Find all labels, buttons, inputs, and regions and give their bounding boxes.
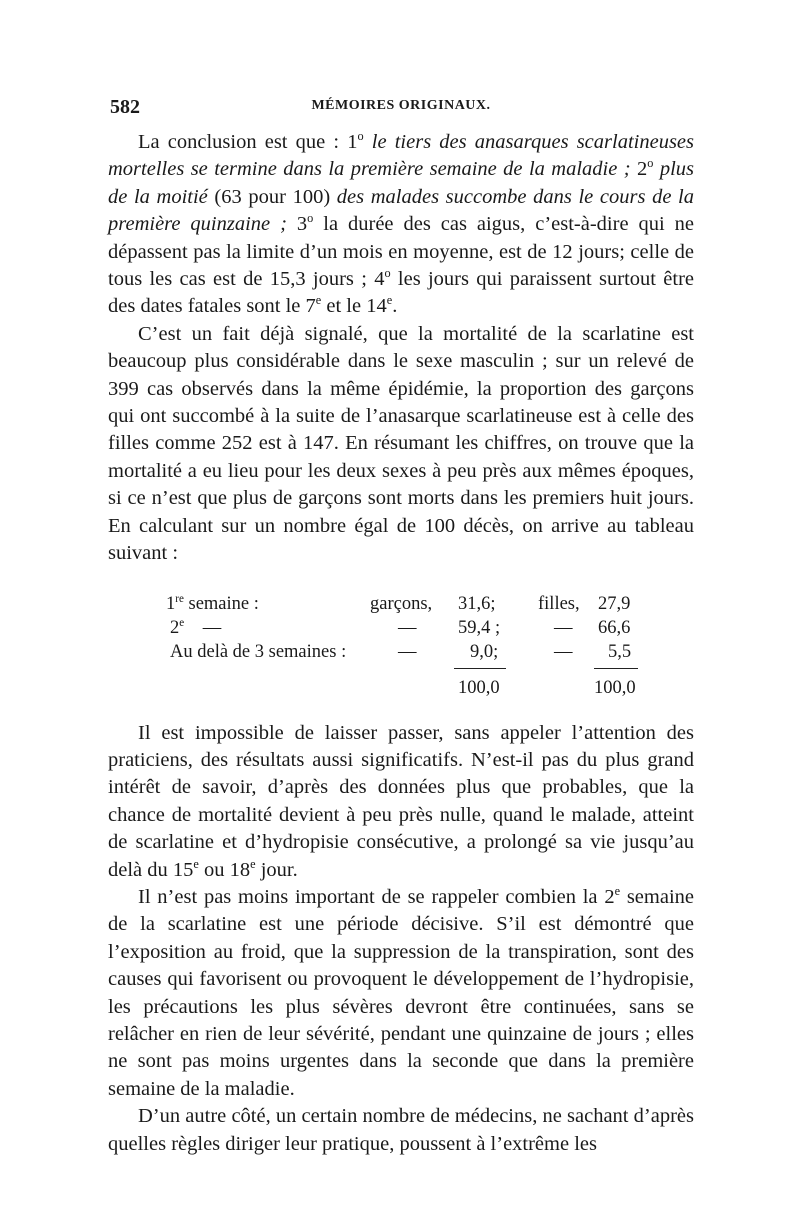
- paragraph-significance: [108, 720, 694, 884]
- paragraph-second-week: [108, 884, 694, 1103]
- superscript: o: [307, 211, 314, 226]
- text-run: jour.: [255, 858, 298, 881]
- superscript: re: [175, 592, 184, 605]
- text-run: 2: [637, 158, 648, 181]
- italic-run: plus de la moitié: [108, 158, 694, 208]
- table-girls-label: —: [554, 641, 573, 662]
- table-girls-value: 66,6: [598, 617, 631, 638]
- superscript: o: [647, 156, 654, 171]
- sum-rule: [594, 668, 638, 669]
- table-boys-label: —: [398, 641, 417, 662]
- superscript: o: [357, 129, 364, 144]
- table-row-label: [166, 594, 259, 615]
- text-run: et le 14: [321, 295, 387, 318]
- table-boys-value: 31,6;: [458, 593, 496, 614]
- superscript: e: [315, 293, 322, 308]
- paragraph-mortality-sex: C’est un fait déjà signalé, que la mortalité de la scarlatine est beaucoup plus considérable dans le sexe masculin ; sur un relevé de 399 cas observés dans la même épidémie, la proportion des garçons qui ont succombé à la suite de l’anasarque scarlatineuse est à celle des filles comme 252 est à 147. En résumant les chiffres, on trouve que la mortalité a eu lieu pour les deux sexes à peu près aux mêmes époques, si ce n’est que plus de garçons sont morts dans les premiers huit jours. En calculant sur un nombre égal de 100 décès, on arrive au tableau suivant :: [108, 322, 694, 565]
- text-run: 2: [170, 617, 180, 638]
- italic-run: des malades succombe dans le cours de la première quinzaine ;: [108, 185, 695, 236]
- italic-run: le tiers des anasarques scarlatineuses mortelles se termine dans la première semaine de la maladie ;: [108, 131, 694, 181]
- text-run: semaine :: [183, 593, 259, 614]
- text-run: (63 pour 100): [207, 185, 337, 208]
- document-page: [108, 92, 694, 1158]
- superscript: e: [614, 884, 621, 899]
- table-boys-label: —: [398, 617, 417, 638]
- superscript: e: [250, 856, 256, 871]
- mortality-table: [108, 590, 694, 702]
- text-run: La conclusion est que : 1: [138, 131, 358, 153]
- table-boys-value: 9,0;: [470, 641, 499, 662]
- table-boys-value: 59,4 ;: [458, 617, 501, 638]
- superscript: e: [193, 856, 199, 871]
- table-girls-label: filles,: [538, 593, 580, 614]
- superscript: e: [386, 293, 393, 308]
- paragraph-physicians: D’un autre côté, un certain nombre de médecins, ne sachant d’après quelles règles diriger leur pratique, poussent à l’extrême les: [108, 1105, 694, 1155]
- table-row-label: Au delà de 3 semaines :: [170, 641, 347, 662]
- text-run: Il est impossible de laisser passer, sans appeler l’attention des praticiens, des résultats aussi significatifs. N’est-il pas du plus grand intérêt de savoir, d’après des données plus que probables, que la chance de mortalité devient à peu près nulle, quand le malade, atteint de scarlatine et d’hydropisie consécutive, a prolongé sa vie jusqu’au delà du 15: [108, 721, 694, 881]
- table-row-label: [170, 618, 221, 639]
- text-run: ou 18: [198, 858, 251, 881]
- paragraph-conclusion: [108, 129, 694, 321]
- text-run: Il n’est pas moins important de se rappeler combien la 2: [138, 885, 615, 908]
- sum-rule: [454, 668, 506, 669]
- text-run: 1: [166, 593, 176, 614]
- superscript: e: [179, 616, 185, 629]
- text-run: la durée des cas aigus, c’est-à-dire qui ne dépassent pas la limite d’un mois en moyenne, est de 12 jours; celle de tous les cas est de 15,3 jours ; 4: [108, 213, 694, 291]
- text-run: .: [392, 295, 398, 318]
- table-girls-label: —: [554, 617, 573, 638]
- running-title: MÉMOIRES ORIGINAUX.: [311, 98, 491, 113]
- running-header: [108, 92, 694, 118]
- text-run: —: [184, 617, 222, 638]
- table-girls-value: 27,9: [598, 593, 631, 614]
- table-boys-label: garçons,: [370, 593, 433, 614]
- table-girls-value: 5,5: [608, 641, 632, 662]
- text-run: les jours qui paraissent surtout être des dates fatales sont le 7: [108, 268, 694, 318]
- table-total-girls: 100,0: [594, 677, 636, 698]
- superscript: o: [384, 266, 391, 281]
- text-run: 3: [286, 213, 308, 236]
- page-number: 582: [110, 96, 140, 118]
- text-run: semaine de la scarlatine est une période décisive. S’il est démontré que l’exposition au froid, que la suppression de la transpiration, sont des causes qui favorisent ou provoquent le développement de l’hydropisie, les précautions les plus sévères devront être continuées, sans se relâcher en rien de leur sévérité, pendant une quinzaine de jours ; elles ne sont pas moins urgentes dans la seconde que dans la première semaine de la maladie.: [108, 885, 694, 1100]
- table-total-boys: 100,0: [458, 677, 500, 698]
